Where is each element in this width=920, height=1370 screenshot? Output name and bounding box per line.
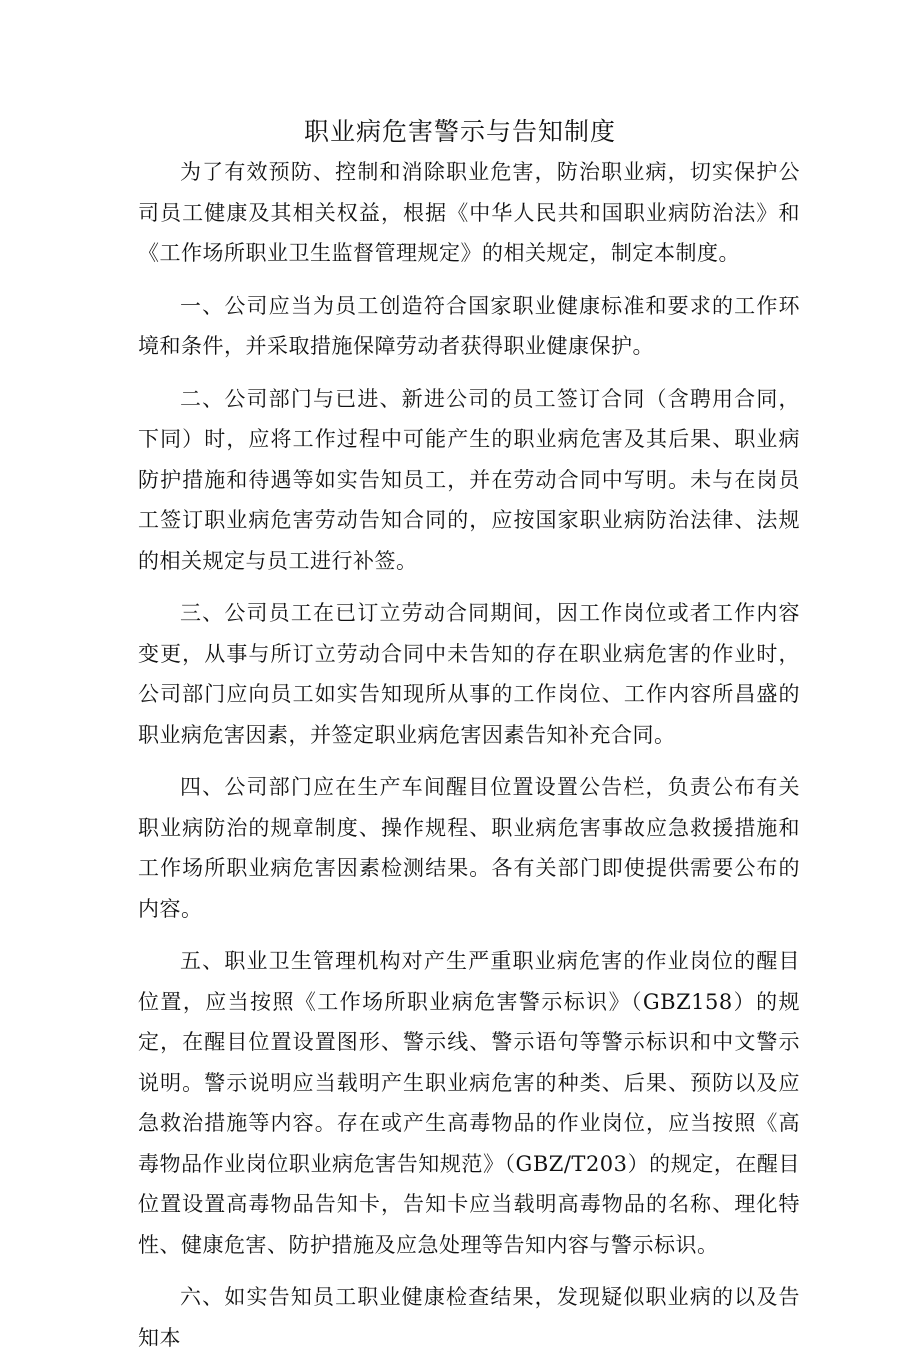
paragraph-intro: 为了有效预防、控制和消除职业危害，防治职业病，切实保护公司员工健康及其相关权益，根据《中华人民共和国职业病防治法》和《工作场所职业卫生监督管理规定》的相关规定，制定本制度。 [138, 160, 800, 265]
paragraph-clause-6: 六、如实告知员工职业健康检查结果，发现疑似职业病的以及告知本 [138, 1285, 800, 1350]
paragraph-clause-1: 一、公司应当为员工创造符合国家职业健康标准和要求的工作环境和条件，并采取措施保障劳动者获得职业健康保护。 [138, 293, 800, 358]
paragraph-clause-4: 四、公司部门应在生产车间醒目位置设置公告栏，负责公布有关职业病防治的规章制度、操作规程、职业病危害事故应急救援措施和工作场所职业病危害因素检测结果。各有关部门即使提供需要公布的内容。 [138, 775, 800, 921]
document-body [138, 152, 800, 1370]
paragraph-clause-3: 三、公司员工在已订立劳动合同期间，因工作岗位或者工作内容变更，从事与所订立劳动合同中未告知的存在职业病危害的作业时，公司部门应向员工如实告知现所从事的工作岗位、工作内容所昌盛的职业病危害因素，并签定职业病危害因素告知补充合同。 [138, 601, 800, 747]
document-title: 职业病危害警示与告知制度 [303, 117, 616, 146]
paragraph-clause-5: 五、职业卫生管理机构对产生严重职业病危害的作业岗位的醒目位置，应当按照《工作场所职业病危害警示标识》（GBZ158）的规定，在醒目位置设置图形、警示线、警示语句等警示标识和中文警示说明。警示说明应当载明产生职业病危害的种类、后果、预防以及应急救治措施等内容。存在或产生高毒物品的作业岗位，应当按照《高毒物品作业岗位职业病危害告知规范》（GBZ/T203）的规定，在醒目位置设置高毒物品告知卡，告知卡应当载明高毒物品的名称、理化特性、健康危害、防护措施及应急处理等告知内容与警示标识。 [138, 949, 800, 1257]
paragraph-clause-2: 二、公司部门与已进、新进公司的员工签订合同（含聘用合同，下同）时，应将工作过程中可能产生的职业病危害及其后果、职业病防护措施和待遇等如实告知员工，并在劳动合同中写明。未与在岗员工签订职业病危害劳动告知合同的，应按国家职业病防治法律、法规的相关规定与员工进行补签。 [138, 386, 800, 573]
